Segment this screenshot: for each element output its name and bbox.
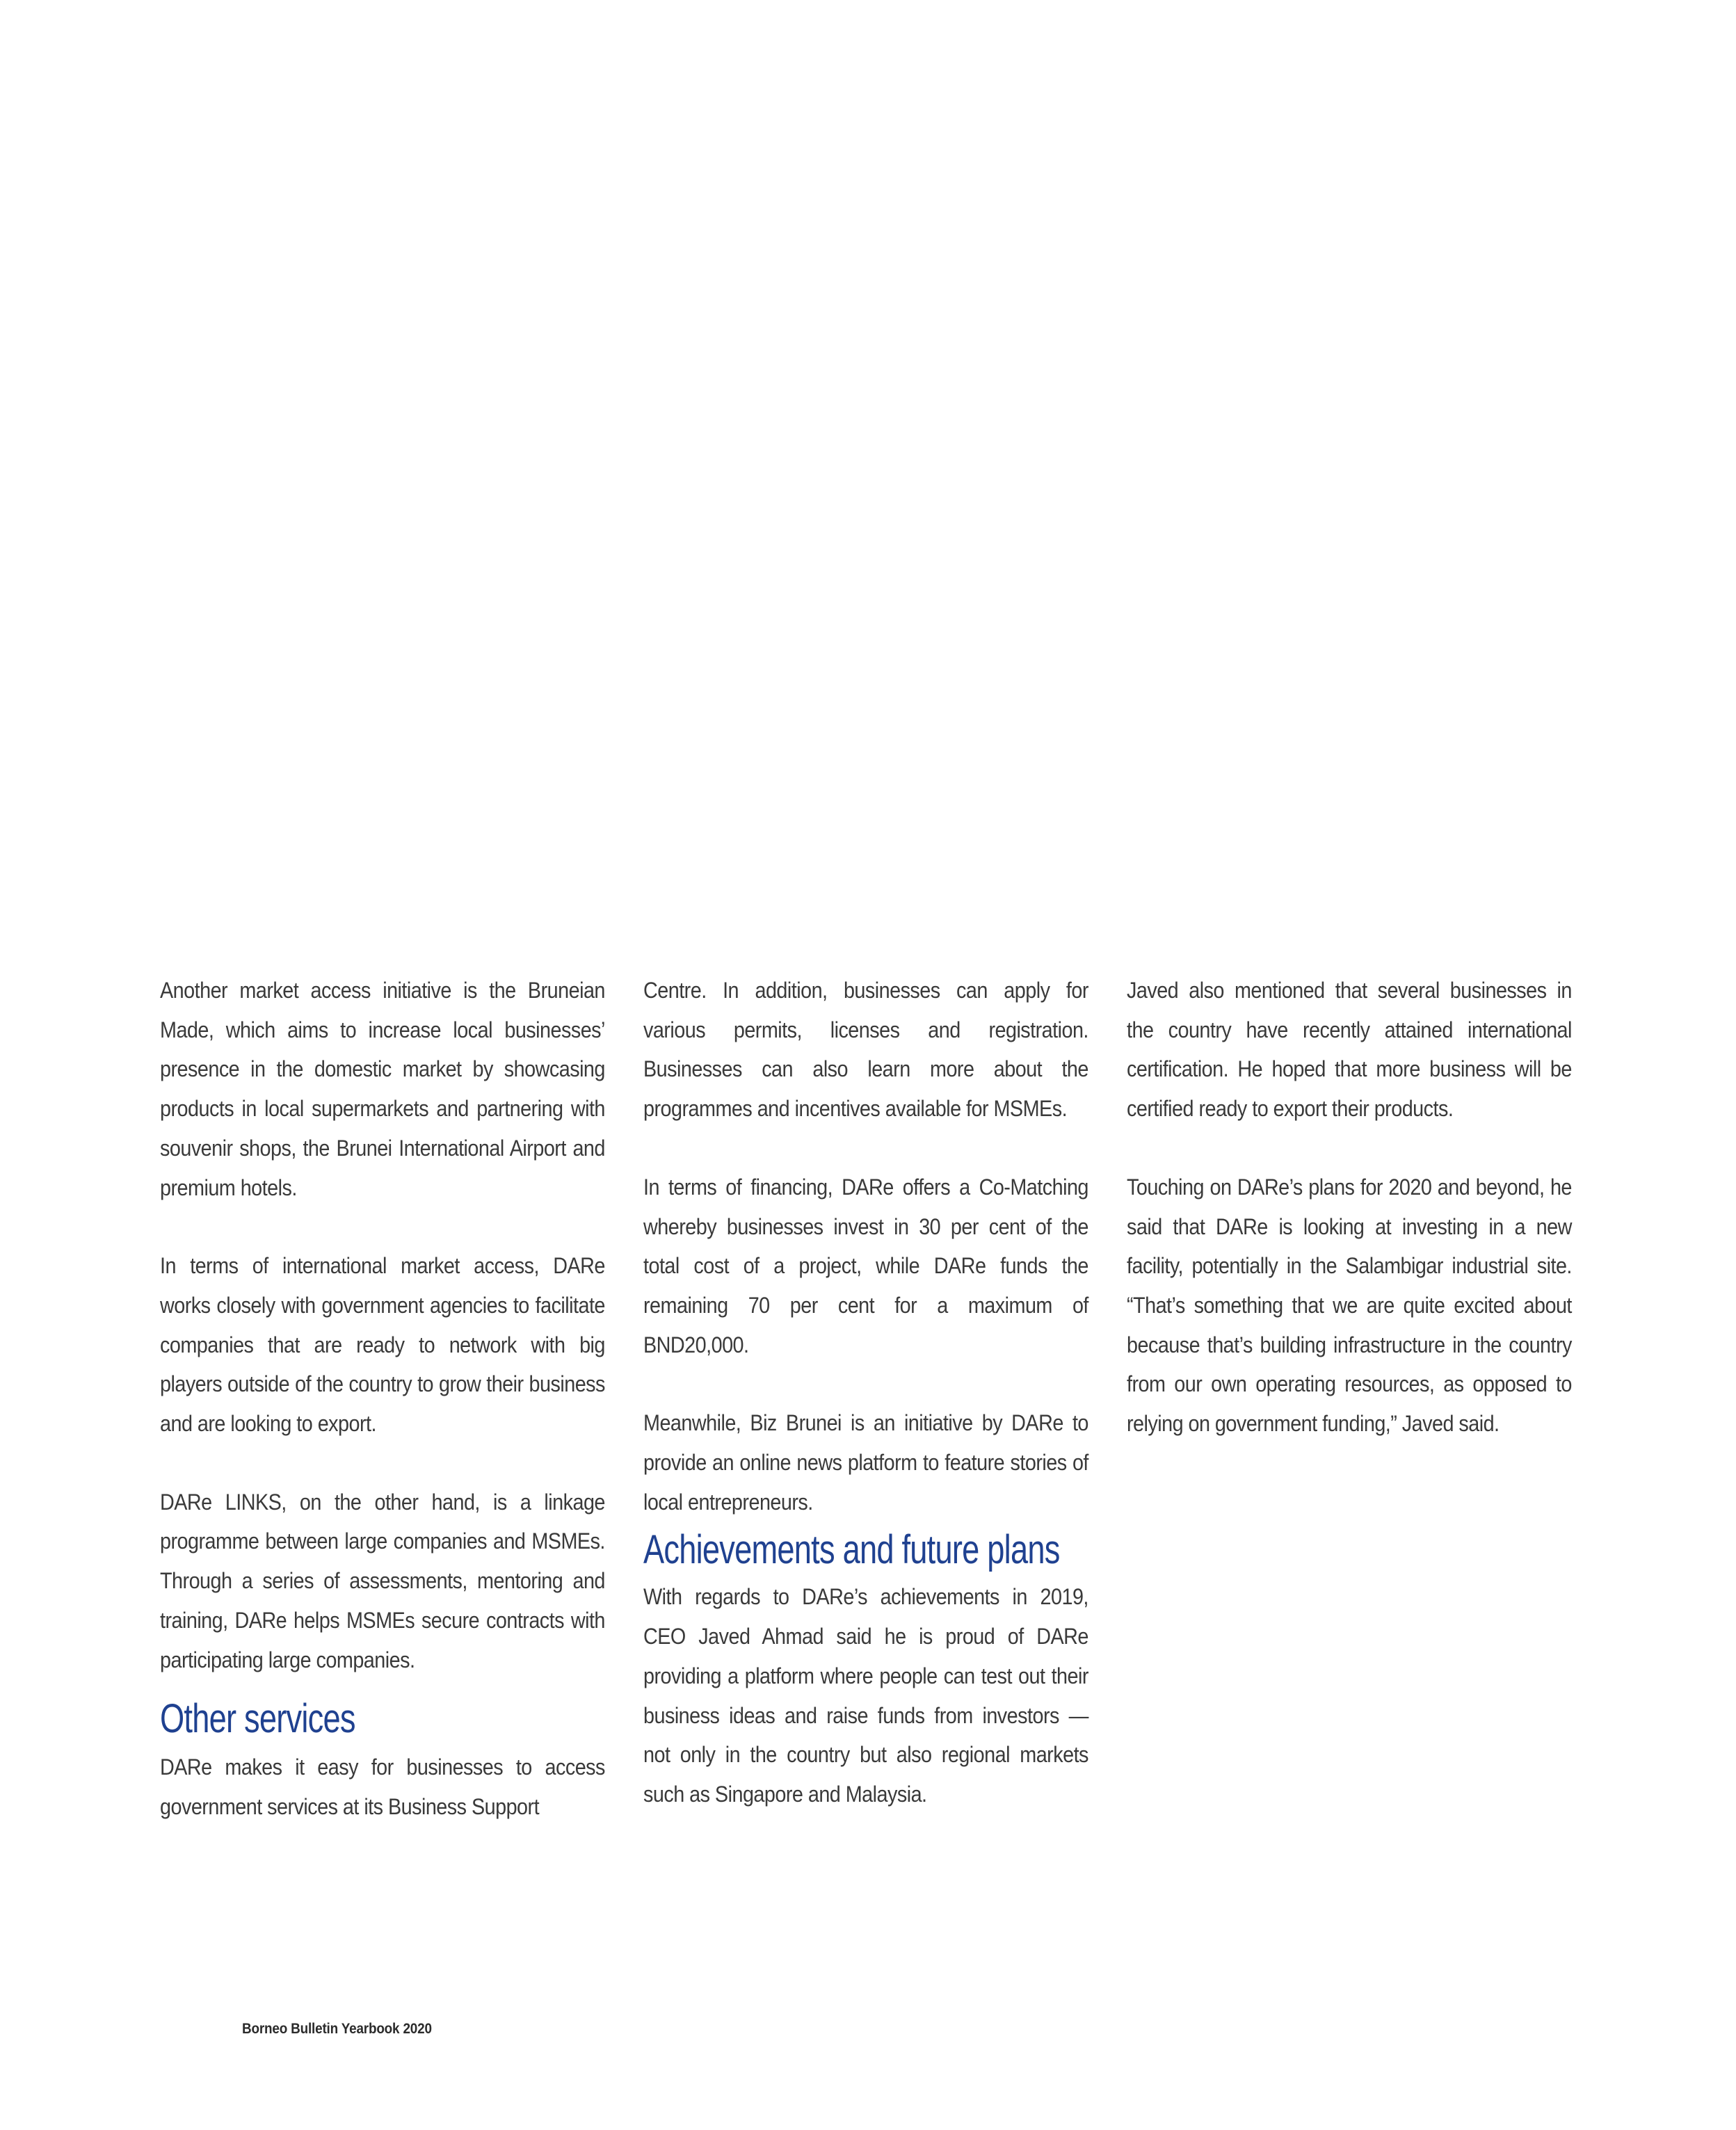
article-column-1: [160, 971, 605, 1827]
paragraph-financing: In terms of financing, DARe offers a Co-Matching whereby businesses invest in 30 per cent of the total cost of a project, while DARe funds the remaining 70 per cent for a maximum of BND20,000.: [643, 1174, 1088, 1357]
page-footer: Borneo Bulletin Yearbook 2020: [242, 2021, 432, 2037]
article-column-2: [643, 971, 1088, 1814]
paragraph-international-market-access: In terms of international market access, DARe works closely with government agencies to facilitate companies that are ready to network with big players outside of the country to grow their business and are looking to export.: [160, 1253, 605, 1437]
article-column-3: [1127, 971, 1572, 1444]
paragraph-dare-links: DARe LINKS, on the other hand, is a linkage programme between large companies and MSMEs. Through a series of assessments, mentoring and training, DARe helps MSMEs secure contracts with participating large companies.: [160, 1489, 605, 1672]
paragraph-bruneian-made: Another market access initiative is the Bruneian Made, which aims to increase local businesses’ presence in the domestic market by showcasing products in local supermarkets and partnering with souvenir shops, the Brunei International Airport and premium hotels.: [160, 978, 605, 1200]
paragraph-achievements-2019: With regards to DARe’s achievements in 2019, CEO Javed Ahmad said he is proud of DARe providing a platform where people can test out their business ideas and raise funds from investors — not only in the country but also regional markets such as Singapore and Malaysia.: [643, 1584, 1088, 1807]
paragraph-government-services: DARe makes it easy for businesses to access government services at its Business Support: [160, 1754, 605, 1819]
paragraph-future-plans: Touching on DARe’s plans for 2020 and beyond, he said that DARe is looking at investing in a new facility, potentially in the Salambigar industrial site. “That’s something that we are quite excited about because that’s building infrastructure in the country from our own operating resources, as opposed to relying on government funding,” Javed said.: [1127, 1174, 1572, 1437]
paragraph-business-support-centre: Centre. In addition, businesses can apply for various permits, licenses and registration. Businesses can also learn more about the programmes and incentives available for MSMEs.: [643, 978, 1088, 1122]
paragraph-biz-brunei: Meanwhile, Biz Brunei is an initiative by DARe to provide an online news platform to feature stories of local entrepreneurs.: [643, 1410, 1088, 1515]
section-heading-achievements: Achievements and future plans: [643, 1527, 1060, 1573]
section-heading-other-services: Other services: [160, 1696, 355, 1742]
paragraph-certification: Javed also mentioned that several businesses in the country have recently attained international certification. He hoped that more business will be certified ready to export their products.: [1127, 978, 1572, 1122]
